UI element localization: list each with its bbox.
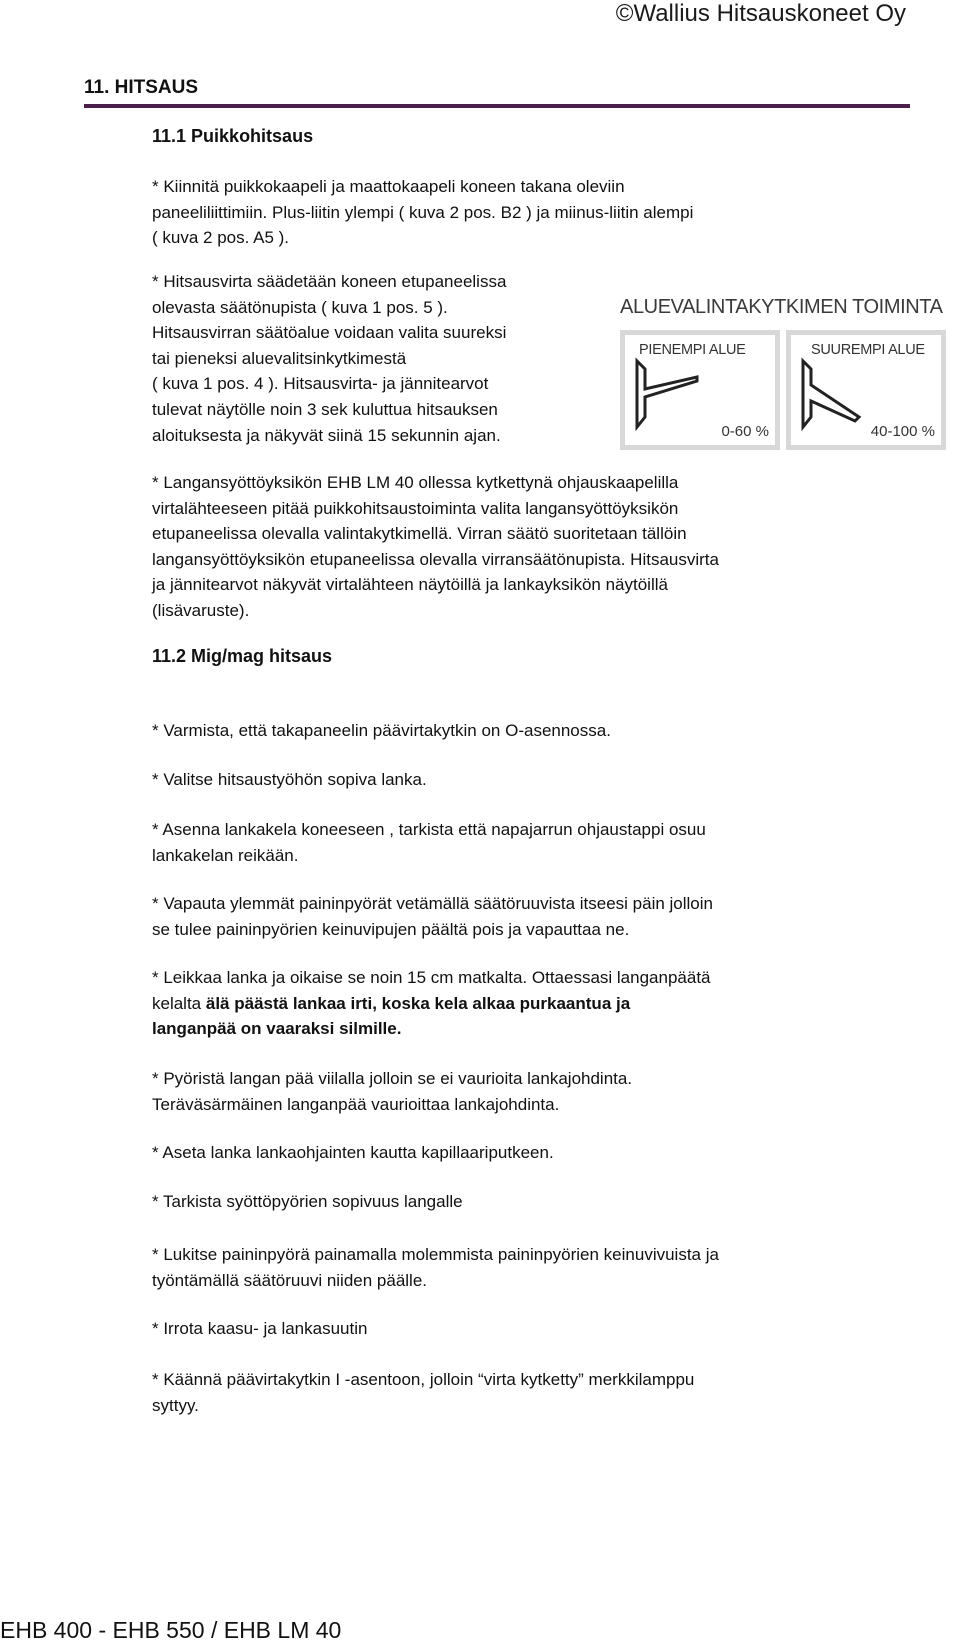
step-line: * Vapauta ylemmät paininpyörät vetämällä säätöruuvista itseesi päin jolloin (152, 894, 713, 913)
switch-lever-right-icon (797, 355, 877, 435)
paragraph-line: paneeliliittimiin. Plus-liitin ylempi ( kuva 2 pos. B2 ) ja miinus-liitin alempi (152, 202, 694, 222)
step-line: * Pyöristä langan pää viilalla jolloin se ei vaurioita lankajohdinta. (152, 1069, 633, 1088)
paragraph-line: * Langansyöttöyksikön EHB LM 40 ollessa kytkettynä ohjauskaapelilla (152, 473, 679, 492)
header-brand: ©Wallius Hitsauskoneet Oy (615, 0, 906, 27)
step-install-spool (152, 817, 912, 868)
warning-text: langanpää on vaaraksi silmille. (152, 1019, 402, 1039)
step-line: * Irrota kaasu- ja lankasuutin (152, 1319, 368, 1338)
section-heading-puikkohitsaus: 11.1 Puikkohitsaus (152, 126, 314, 146)
panel-label: SUUREMPI ALUE (811, 342, 925, 358)
paragraph-current-setting (152, 269, 592, 448)
step-line: * Leikkaa lanka ja oikaise se noin 15 cm matkalta. Ottaessasi langanpäätä (152, 968, 711, 987)
step-line (152, 991, 912, 1017)
step-release-rollers (152, 891, 912, 942)
figure-panel-smaller-range (620, 330, 780, 450)
step-line: syttyy. (152, 1395, 199, 1415)
step-select-wire (152, 767, 912, 793)
step-text: kelalta (152, 993, 206, 1013)
paragraph-line: aloituksesta ja näkyvät siinä 15 sekunnin ajan. (152, 425, 501, 445)
paragraph-cable-connection (152, 174, 892, 251)
step-feed-wire (152, 1140, 912, 1166)
step-check-rollers (152, 1189, 912, 1215)
figure-panel-larger-range (786, 330, 946, 450)
paragraph-line: ( kuva 2 pos. A5 ). (152, 228, 290, 248)
step-line: * Lukitse paininpyörä painamalla molemmista paininpyörien keinuvivuista ja (152, 1245, 719, 1264)
step-line: * Asenna lankakela koneeseen , tarkista että napajarrun ohjaustappi osuu (152, 820, 706, 839)
paragraph-line: etupaneelissa olevalla valintakytkimellä. Virran säätö suoritetaan tällöin (152, 524, 687, 544)
step-cut-wire (152, 965, 912, 1042)
paragraph-line: ( kuva 1 pos. 4 ). Hitsausvirta- ja jännitearvot (152, 374, 489, 394)
paragraph-line: * Hitsausvirta säädetään koneen etupaneelissa (152, 272, 507, 291)
step-line: työntämällä säätöruuvi niiden päälle. (152, 1270, 428, 1290)
paragraph-line: langansyöttöyksikön etupaneelissa olevalla virransäätönupista. Hitsausvirta (152, 549, 719, 569)
chapter-rule (84, 104, 910, 108)
figure-title: ALUEVALINTAKYTKIMEN TOIMINTA (620, 296, 943, 318)
switch-lever-left-icon (631, 355, 711, 435)
step-line: * Tarkista syöttöpyörien sopivuus langalle (152, 1192, 463, 1211)
panel-range: 40-100 % (870, 423, 935, 440)
step-line: * Varmista, että takapaneelin päävirtakytkin on O-asennossa. (152, 721, 611, 740)
step-round-wire-end (152, 1066, 912, 1117)
step-line: * Aseta lanka lankaohjainten kautta kapillaariputkeen. (152, 1143, 554, 1162)
range-switch-figure (620, 296, 960, 456)
step-remove-nozzle (152, 1316, 912, 1342)
step-main-switch (152, 718, 912, 744)
paragraph-line: olevasta säätönupista ( kuva 1 pos. 5 ). (152, 297, 448, 317)
paragraph-line: virtalähteeseen pitää puikkohitsaustoiminta valita langansyöttöyksikön (152, 498, 679, 518)
paragraph-line: tulevat näytölle noin 3 sek kuluttua hitsauksen (152, 399, 498, 419)
warning-text: älä päästä lankaa irti, koska kela alkaa purkaantua ja (205, 993, 631, 1013)
step-lock-roller (152, 1242, 912, 1293)
step-line: Teräväsärmäinen langanpää vaurioittaa lankajohdinta. (152, 1094, 560, 1114)
paragraph-wire-feeder (152, 470, 922, 624)
footer-models: EHB 400 - EHB 550 / EHB LM 40 (0, 1617, 342, 1643)
panel-label: PIENEMPI ALUE (639, 342, 746, 358)
paragraph-line: Hitsausvirran säätöalue voidaan valita suureksi (152, 323, 507, 343)
paragraph-line: tai pieneksi aluevalitsinkytkimestä (152, 348, 407, 368)
step-line: lankakelan reikään. (152, 845, 299, 865)
paragraph-line: (lisävaruste). (152, 600, 250, 620)
step-line: se tulee paininpyörien keinuvipujen päältä pois ja vapauttaa ne. (152, 919, 630, 939)
step-line (152, 1016, 912, 1042)
paragraph-line: ja jännitearvot näkyvät virtalähteen näytöillä ja lankayksikön näytöillä (152, 575, 668, 595)
step-line: * Käännä päävirtakytkin I -asentoon, jolloin “virta kytketty” merkkilamppu (152, 1370, 695, 1389)
step-power-on (152, 1367, 912, 1418)
step-line: * Valitse hitsaustyöhön sopiva lanka. (152, 770, 427, 789)
paragraph-line: * Kiinnitä puikkokaapeli ja maattokaapeli koneen takana oleviin (152, 177, 625, 196)
chapter-title: 11. HITSAUS (84, 77, 199, 98)
section-heading-migmag: 11.2 Mig/mag hitsaus (152, 646, 333, 666)
panel-range: 0-60 % (721, 423, 769, 440)
